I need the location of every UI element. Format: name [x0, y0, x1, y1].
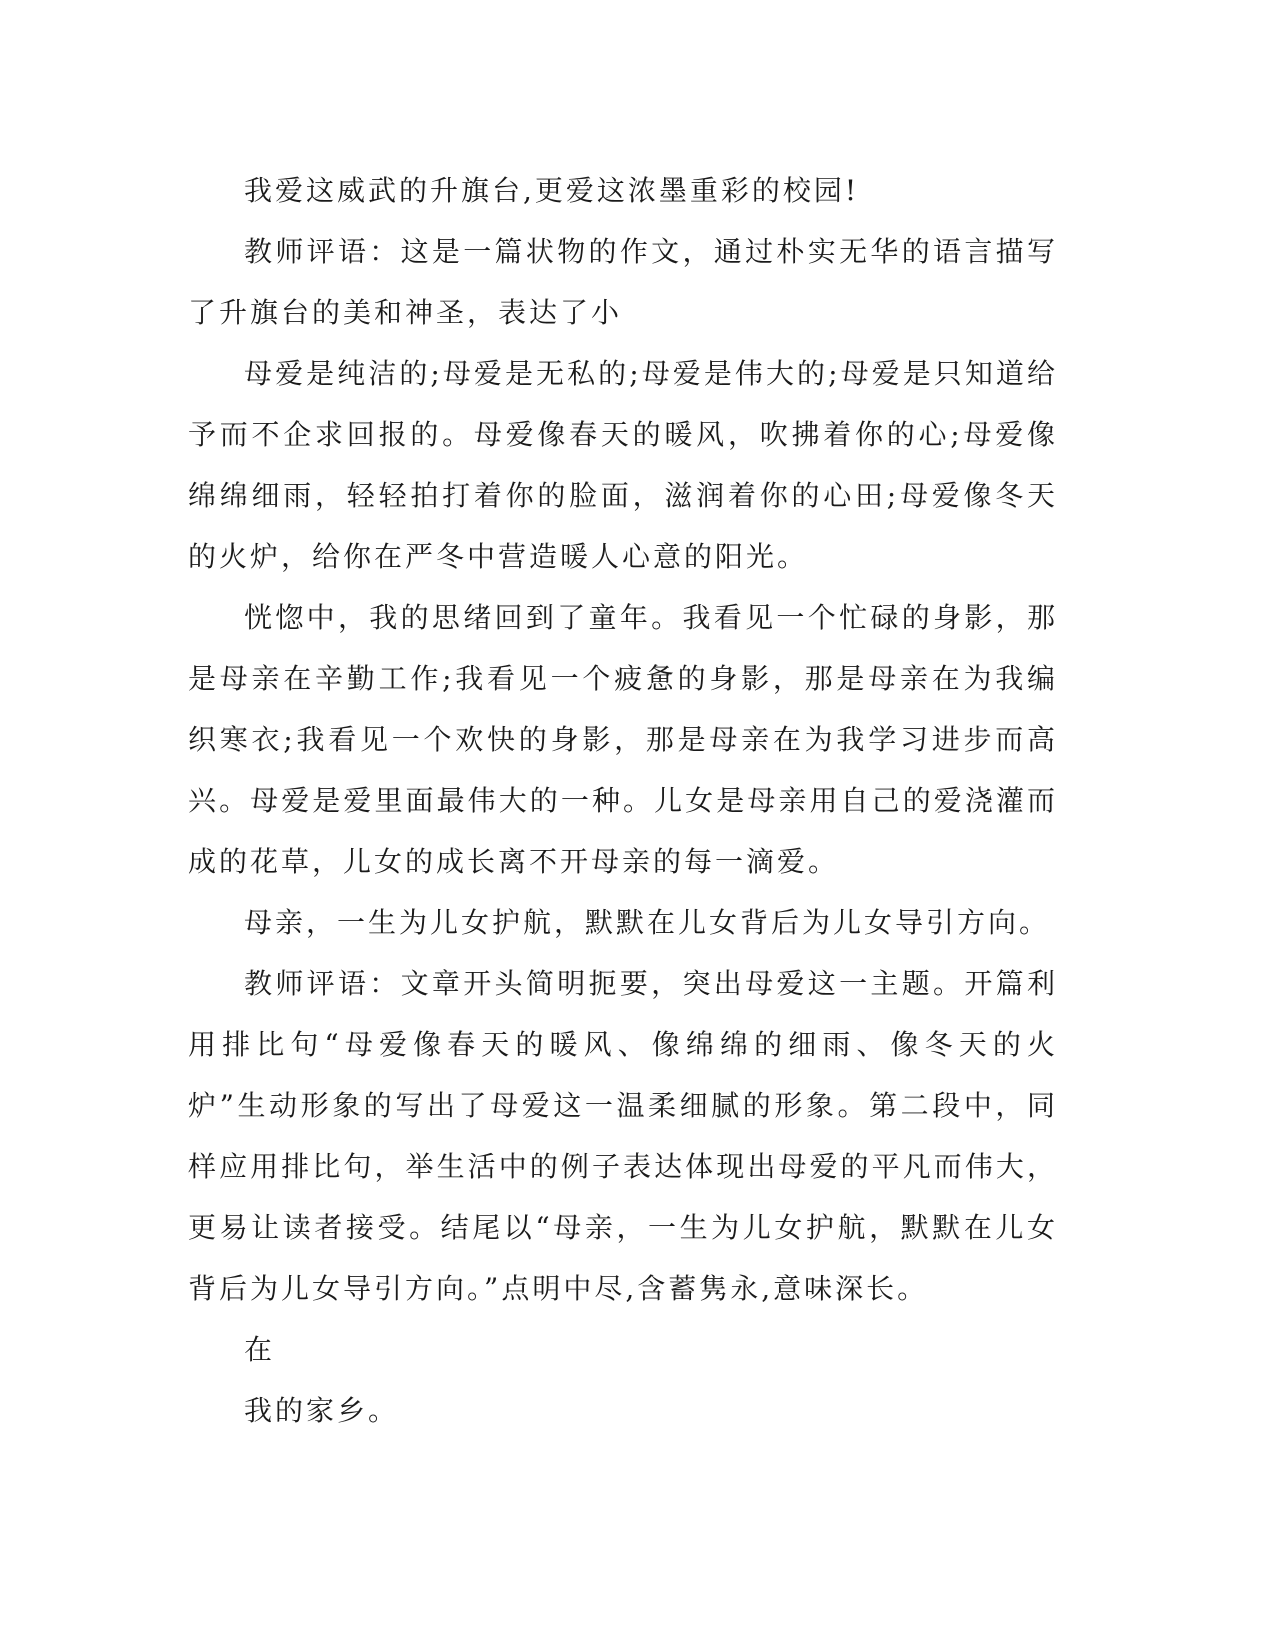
paragraph-1: 我爱这威武的升旗台,更爱这浓墨重彩的校园! — [244, 174, 860, 207]
paragraph-7: 在 — [244, 1333, 276, 1366]
paragraph-4: 恍惚中，我的思绪回到了童年。我看见一个忙碌的身影，那是母亲在辛勤工作;我看见一个疲惫的身影，那是母亲在为我编织寒衣;我看见一个欢快的身影，那是母亲在为我学习进步而高兴。母爱是爱里面最伟大的一种。儿女是母亲用自己的爱浇灌而成的花草，儿女的成长离不开母亲的每一滴爱。 — [188, 601, 1058, 878]
paragraph-2: 教师评语：这是一篇状物的作文，通过朴实无华的语言描写了升旗台的美和神圣，表达了小 — [188, 235, 1058, 329]
paragraph-5: 母亲，一生为儿女护航，默默在儿女背后为儿女导引方向。 — [244, 906, 1051, 939]
paragraph-6: 教师评语：文章开头简明扼要，突出母爱这一主题。开篇利用排比句“母爱像春天的暖风、像绵绵的细雨、像冬天的火炉”生动形象的写出了母爱这一温柔细腻的形象。第二段中，同样应用排比句，举生活中的例子表达体现出母爱的平凡而伟大，更易让读者接受。结尾以“母亲，一生为儿女护航，默默在儿女背后为儿女导引方向。”点明中尽,含蓄隽永,意味深长。 — [188, 967, 1058, 1305]
paragraph-3: 母爱是纯洁的;母爱是无私的;母爱是伟大的;母爱是只知道给予而不企求回报的。母爱像春天的暖风，吹拂着你的心;母爱像绵绵细雨，轻轻拍打着你的脸面，滋润着你的心田;母爱像冬天的火炉，给你在严冬中营造暖人心意的阳光。 — [188, 357, 1058, 573]
paragraph-8: 我的家乡。 — [244, 1394, 400, 1427]
document-body — [188, 160, 1058, 1441]
